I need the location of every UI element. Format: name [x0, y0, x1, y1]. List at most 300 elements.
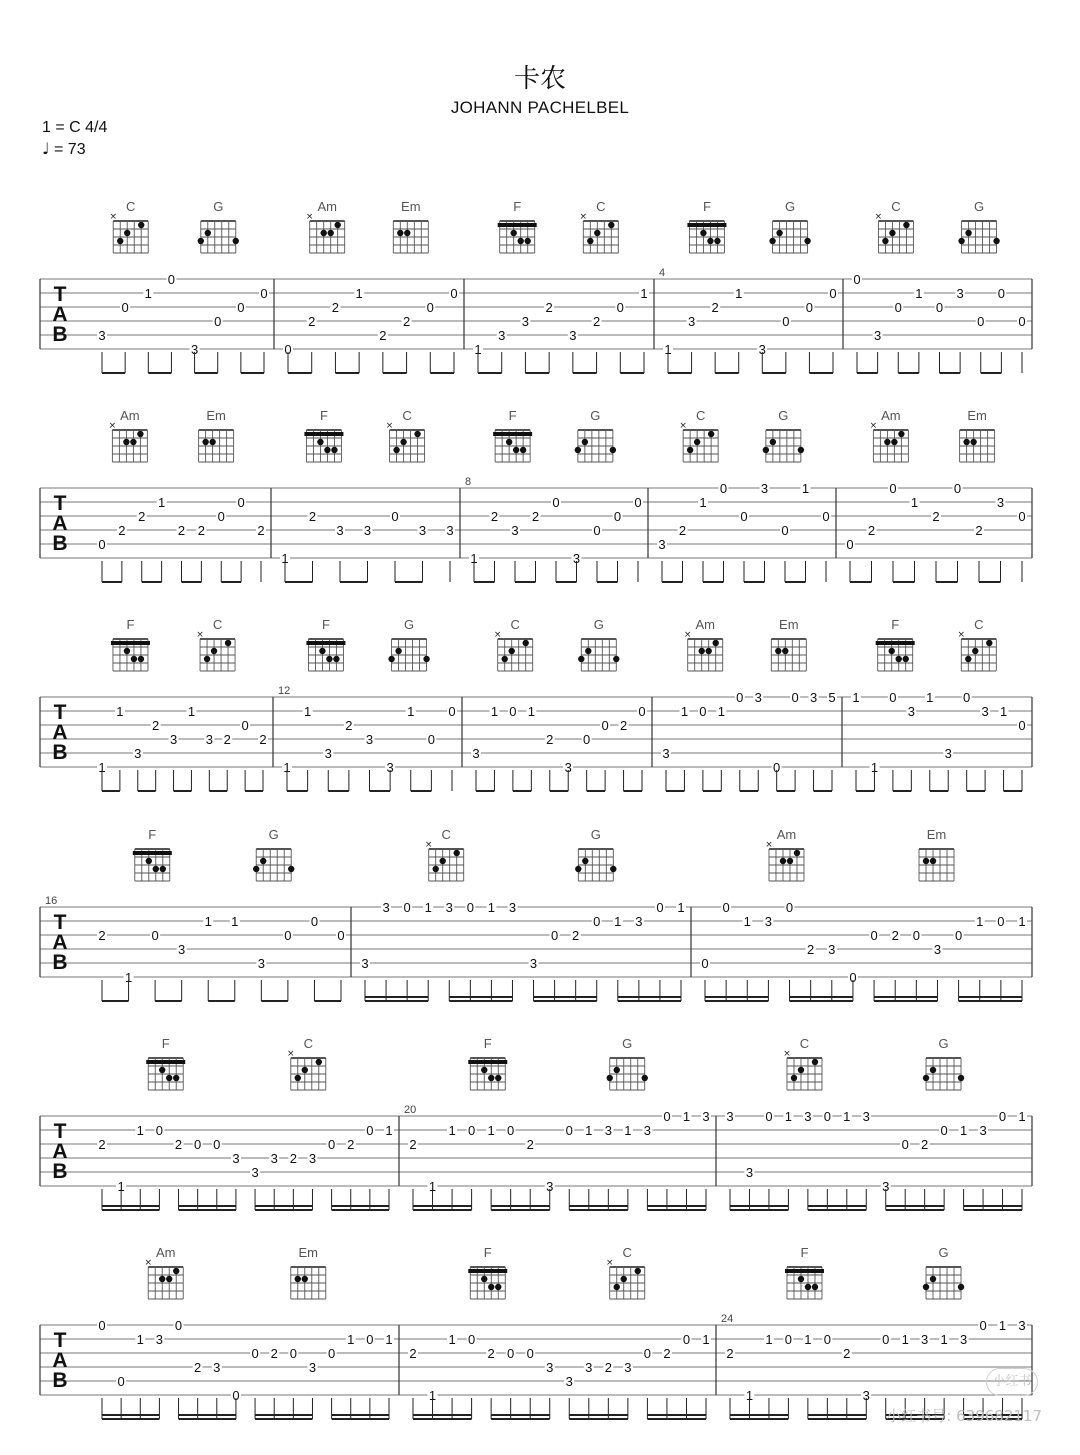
fret-number: 0 [552, 495, 560, 510]
fret-number: 2 [138, 509, 146, 524]
fret-number: 3 [386, 760, 394, 775]
fret-number: 2 [409, 1346, 417, 1361]
finger-dot-icon [812, 1284, 818, 1290]
chord-em-label: Em [926, 827, 947, 842]
fret-number: 1 [976, 914, 984, 929]
finger-dot-icon [123, 439, 129, 445]
finger-dot-icon [414, 431, 420, 437]
fret-number: 3 [565, 1374, 573, 1389]
fret-number: 1 [448, 1123, 456, 1138]
fret-number: 1 [144, 286, 152, 301]
fret-number: 0 [765, 1109, 773, 1124]
fret-number: 2 [379, 328, 387, 343]
fret-number: 1 [640, 286, 648, 301]
fret-number: 2 [678, 523, 687, 538]
finger-dot-icon [700, 230, 706, 236]
fret-number: 0 [427, 732, 435, 747]
fret-number: 0 [656, 900, 664, 915]
fret-number: 3 [190, 342, 199, 357]
tab-clef-a: A [52, 303, 68, 326]
fret-number: 0 [214, 314, 222, 329]
chord-am-label: Am [155, 1245, 176, 1260]
fret-number: 3 [418, 523, 427, 538]
finger-dot-icon [166, 1075, 172, 1081]
fret-number: 1 [784, 1109, 793, 1124]
fret-number: 3 [205, 732, 213, 747]
fret-number: 2 [402, 314, 411, 329]
fret-number: 0 [781, 523, 789, 538]
fret-number: 2 [932, 509, 940, 524]
fret-number: 2 [921, 1137, 929, 1152]
fret-number: 2 [289, 1151, 297, 1166]
finger-dot-icon [302, 1067, 308, 1073]
finger-dot-icon [253, 866, 259, 872]
finger-dot-icon [958, 1075, 964, 1081]
fret-number: 0 [719, 481, 728, 496]
fret-number: 2 [526, 1137, 534, 1152]
fret-number: 0 [583, 732, 591, 747]
finger-dot-icon [124, 230, 130, 236]
fret-number: 0 [403, 900, 411, 915]
fret-number: 3 [643, 1123, 652, 1138]
fret-number: 0 [450, 286, 458, 301]
measure-number: 24 [721, 1313, 734, 1325]
fret-number: 1 [117, 1179, 125, 1194]
fret-number: 3 [862, 1109, 870, 1124]
finger-dot-icon [798, 1067, 804, 1073]
finger-dot-icon [763, 447, 769, 453]
fret-number: 1 [624, 1123, 632, 1138]
finger-dot-icon [395, 648, 401, 654]
muted-string-icon: × [287, 1049, 295, 1059]
finger-dot-icon [518, 238, 524, 244]
fret-number: 3 [98, 328, 106, 343]
fret-number: 0 [901, 1137, 909, 1152]
finger-dot-icon [963, 439, 969, 445]
fret-number: 2 [197, 523, 205, 538]
fret-number: 2 [174, 1137, 183, 1152]
fret-number: 1 [614, 914, 622, 929]
fret-number: 1 [424, 900, 432, 915]
fret-number: 1 [474, 342, 482, 357]
finger-dot-icon [509, 648, 515, 654]
fret-number: 1 [926, 690, 934, 705]
fret-number: 3 [996, 495, 1005, 510]
fret-number: 3 [155, 1332, 164, 1347]
chord-f-label: F [319, 408, 328, 423]
finger-dot-icon [965, 230, 971, 236]
finger-dot-icon [882, 238, 888, 244]
finger-dot-icon [225, 640, 231, 646]
fret-number: 1 [116, 704, 124, 719]
muted-string-icon: × [424, 840, 433, 850]
fret-number: 0 [289, 1346, 297, 1361]
fret-number: 3 [754, 690, 762, 705]
fret-number: 0 [791, 690, 799, 705]
chord-g-label: G [590, 408, 601, 423]
fret-number: 1 [487, 900, 496, 915]
fret-number: 1 [664, 342, 672, 357]
tab-clef-t: T [53, 701, 67, 724]
chord-f-label: F [513, 199, 522, 214]
finger-dot-icon [923, 858, 929, 864]
fret-number: 2 [604, 1360, 612, 1375]
finger-dot-icon [610, 447, 616, 453]
finger-dot-icon [130, 439, 136, 445]
fret-number: 3 [874, 328, 882, 343]
finger-dot-icon [202, 439, 208, 445]
finger-dot-icon [495, 1284, 501, 1290]
chord-g-label: G [938, 1036, 949, 1051]
fret-number: 3 [726, 1109, 734, 1124]
fret-number: 2 [592, 314, 601, 329]
finger-dot-icon [585, 648, 591, 654]
fret-number: 0 [151, 928, 159, 943]
finger-dot-icon [714, 238, 720, 244]
fret-number: 3 [257, 956, 265, 971]
fret-number: 0 [953, 481, 962, 496]
fret-number: 0 [954, 928, 963, 943]
chord-g-label: G [268, 827, 279, 842]
fret-number: 2 [487, 1346, 495, 1361]
tab-clef-b: B [52, 1160, 68, 1183]
finger-dot-icon [642, 1075, 648, 1081]
fret-number: 3 [361, 956, 369, 971]
fret-number: 3 [981, 704, 989, 719]
fret-number: 3 [979, 1123, 987, 1138]
chord-f-label: F [508, 408, 517, 423]
muted-string-icon: × [679, 421, 687, 431]
fret-number: 3 [382, 900, 390, 915]
fret-number: 3 [624, 1360, 632, 1375]
fret-number: 0 [773, 760, 781, 775]
fret-number: 1 [347, 1332, 355, 1347]
finger-dot-icon [613, 656, 619, 662]
fret-number: 0 [782, 314, 790, 329]
fret-number: 2 [152, 718, 160, 733]
fret-number: 0 [565, 1123, 573, 1138]
chord-g-label: G [404, 617, 415, 632]
finger-dot-icon [930, 858, 936, 864]
fret-number: 0 [998, 1109, 1007, 1124]
finger-dot-icon [316, 1059, 322, 1065]
fret-number: 1 [680, 704, 689, 719]
fret-number: 0 [507, 1346, 515, 1361]
finger-dot-icon [204, 656, 210, 662]
fret-number: 0 [507, 1123, 515, 1138]
finger-dot-icon [209, 439, 215, 445]
finger-dot-icon [198, 238, 204, 244]
measure-number: 20 [404, 1104, 417, 1116]
finger-dot-icon [614, 1067, 620, 1073]
fret-number: 0 [912, 928, 920, 943]
finger-dot-icon [173, 1268, 179, 1274]
fret-number: 3 [585, 1360, 593, 1375]
finger-dot-icon [205, 230, 211, 236]
barre-icon [687, 223, 726, 227]
fret-number: 0 [935, 300, 944, 315]
fret-number: 1 [910, 495, 919, 510]
fret-number: 0 [634, 495, 642, 510]
fret-number: 0 [613, 509, 622, 524]
fret-number: 3 [921, 1332, 929, 1347]
barre-icon [876, 641, 915, 645]
fret-number: 0 [977, 314, 985, 329]
finger-dot-icon [317, 439, 323, 445]
tab-clef-t: T [53, 1329, 67, 1352]
finger-dot-icon [884, 439, 890, 445]
finger-dot-icon [295, 1276, 301, 1282]
fret-number: 1 [677, 900, 685, 915]
finger-dot-icon [131, 656, 137, 662]
fret-number: 3 [933, 942, 942, 957]
fret-number: 1 [852, 690, 860, 705]
finger-dot-icon [923, 1284, 929, 1290]
fret-number: 2 [572, 928, 580, 943]
fret-number: 0 [466, 900, 474, 915]
watermark-badge: 小红书 [986, 1368, 1038, 1396]
fret-number: 0 [310, 914, 319, 929]
finger-dot-icon [138, 222, 144, 228]
tab-clef-a: A [52, 1140, 68, 1163]
fret-number: 3 [308, 1151, 317, 1166]
finger-dot-icon [923, 1075, 929, 1081]
measure-number: 12 [278, 685, 291, 697]
chord-f-label: F [483, 1036, 492, 1051]
fret-number: 2 [891, 928, 899, 943]
finger-dot-icon [798, 447, 804, 453]
fret-number: 0 [448, 704, 456, 719]
fret-number: 0 [241, 718, 249, 733]
chord-em-label: Em [401, 199, 421, 214]
finger-dot-icon [776, 230, 782, 236]
fret-number: 0 [870, 928, 878, 943]
fret-number: 3 [764, 914, 773, 929]
fret-number: 0 [467, 1332, 476, 1347]
finger-dot-icon [117, 238, 123, 244]
fret-number: 0 [593, 914, 601, 929]
fret-number: 1 [136, 1123, 144, 1138]
fret-number: 0 [366, 1332, 374, 1347]
fret-number: 3 [472, 746, 480, 761]
fret-number: 3 [508, 900, 517, 915]
fret-number: 0 [701, 956, 709, 971]
song-title: 卡农 [513, 64, 566, 94]
fret-number: 1 [801, 481, 810, 496]
fret-number: 0 [98, 537, 106, 552]
chord-g-label: G [778, 408, 789, 423]
fret-number: 1 [98, 760, 106, 775]
chord-g-label: G [938, 1245, 949, 1260]
finger-dot-icon [889, 230, 895, 236]
fret-number: 2 [347, 1137, 355, 1152]
fret-number: 2 [490, 509, 499, 524]
fret-number: 3 [178, 942, 186, 957]
fret-number: 2 [619, 718, 628, 733]
finger-dot-icon [775, 648, 781, 654]
fret-number: 2 [345, 718, 353, 733]
finger-dot-icon [331, 447, 337, 453]
tab-clef-a: A [52, 721, 68, 744]
fret-number: 5 [828, 690, 836, 705]
fret-number: 3 [213, 1360, 221, 1375]
chord-em-label: Em [298, 1245, 319, 1260]
chord-f-label: F [161, 1036, 170, 1051]
fret-number: 0 [823, 1109, 831, 1124]
chord-am-label: Am [120, 408, 140, 423]
finger-dot-icon [582, 439, 588, 445]
fret-number: 3 [498, 328, 506, 343]
fret-number: 3 [662, 746, 670, 761]
fret-number: 0 [643, 1346, 652, 1361]
muted-string-icon: × [579, 212, 588, 222]
tab-clef-t: T [53, 911, 67, 934]
fret-number: 0 [426, 300, 434, 315]
fret-number: 2 [807, 942, 815, 957]
chord-f-label: F [800, 1245, 809, 1260]
fret-number: 2 [409, 1137, 417, 1152]
fret-number: 3 [635, 914, 643, 929]
fret-number: 3 [604, 1123, 612, 1138]
fret-number: 0 [284, 928, 292, 943]
finger-dot-icon [694, 439, 700, 445]
fret-number: 3 [232, 1151, 240, 1166]
finger-dot-icon [481, 1276, 487, 1282]
fret-number: 1 [490, 704, 499, 719]
fret-number: 2 [98, 928, 106, 943]
fret-number: 1 [901, 1332, 909, 1347]
finger-dot-icon [288, 866, 294, 872]
fret-number: 2 [308, 509, 317, 524]
finger-dot-icon [930, 1276, 936, 1282]
fret-number: 2 [257, 523, 265, 538]
tab-clef-b: B [52, 532, 68, 555]
fret-number: 0 [117, 1374, 125, 1389]
finger-dot-icon [903, 656, 909, 662]
fret-number: 1 [745, 1388, 754, 1403]
chord-c-label: C [891, 199, 901, 214]
finger-dot-icon [520, 447, 526, 453]
fret-number: 0 [784, 1332, 793, 1347]
fret-number: 3 [546, 1179, 554, 1194]
finger-dot-icon [970, 439, 976, 445]
fret-number: 3 [324, 746, 332, 761]
fret-number: 3 [809, 690, 818, 705]
fret-number: 2 [546, 732, 554, 747]
finger-dot-icon [621, 1276, 627, 1282]
fret-number: 1 [959, 1123, 968, 1138]
barre-icon [304, 432, 343, 436]
fret-number: 3 [758, 342, 766, 357]
finger-dot-icon [388, 656, 394, 662]
fret-number: 2 [663, 1346, 671, 1361]
fret-number: 3 [569, 328, 577, 343]
fret-number: 0 [232, 1388, 240, 1403]
chord-g-label: G [785, 199, 796, 214]
finger-dot-icon [794, 850, 800, 856]
finger-dot-icon [319, 648, 325, 654]
tab-clef-a: A [52, 1349, 68, 1372]
finger-dot-icon [769, 238, 775, 244]
finger-dot-icon [972, 648, 978, 654]
fret-number: 2 [531, 509, 540, 524]
fret-number: 0 [805, 300, 814, 315]
fret-number: 0 [889, 481, 897, 496]
muted-string-icon: × [144, 1258, 152, 1268]
measure-number: 4 [659, 267, 666, 279]
finger-dot-icon [488, 1075, 494, 1081]
fret-number: 0 [889, 690, 897, 705]
finger-dot-icon [400, 439, 406, 445]
chord-f-label: F [891, 617, 900, 632]
fret-number: 2 [331, 300, 340, 315]
tab-clef-b: B [52, 1369, 68, 1392]
finger-dot-icon [707, 238, 713, 244]
fret-number: 0 [601, 718, 609, 733]
finger-dot-icon [146, 858, 152, 864]
chord-em-label: Em [206, 408, 226, 423]
muted-string-icon: × [874, 212, 883, 222]
fret-number: 0 [882, 1332, 890, 1347]
finger-dot-icon [404, 230, 410, 236]
finger-dot-icon [699, 648, 705, 654]
chord-em-label: Em [779, 617, 799, 632]
finger-dot-icon [635, 1268, 641, 1274]
fret-number: 0 [467, 1123, 476, 1138]
fret-number: 3 [658, 537, 666, 552]
chord-f-label: F [321, 617, 330, 632]
fret-number: 0 [237, 495, 245, 510]
fret-number: 0 [699, 704, 707, 719]
fret-number: 0 [121, 300, 129, 315]
fret-number: 3 [1018, 1318, 1026, 1333]
finger-dot-icon [513, 447, 519, 453]
finger-dot-icon [138, 656, 144, 662]
finger-dot-icon [335, 222, 341, 228]
tab-clef-t: T [53, 492, 67, 515]
chord-f-label: F [148, 827, 157, 842]
fret-number: 1 [283, 760, 291, 775]
muted-string-icon: × [957, 630, 966, 640]
fret-number: 1 [717, 704, 725, 719]
watermark-text: 小红书号: 639682117 [886, 1407, 1042, 1425]
chord-c-label: C [622, 1245, 632, 1260]
finger-dot-icon [333, 656, 339, 662]
chord-c-label: C [212, 617, 223, 632]
finger-dot-icon [440, 858, 446, 864]
tempo-value: = 73 [54, 141, 86, 158]
fret-number: 1 [231, 914, 239, 929]
fret-number: 0 [155, 1123, 164, 1138]
fret-number: 3 [564, 760, 572, 775]
fret-number: 1 [843, 1109, 851, 1124]
fret-number: 3 [687, 314, 696, 329]
finger-dot-icon [896, 656, 902, 662]
tab-clef-a: A [52, 931, 68, 954]
finger-dot-icon [488, 1284, 494, 1290]
tab-clef-b: B [52, 741, 68, 764]
fret-number: 0 [509, 704, 517, 719]
muted-string-icon: × [196, 630, 204, 640]
chord-g-label: G [593, 617, 604, 632]
finger-dot-icon [575, 447, 581, 453]
finger-dot-icon [804, 238, 810, 244]
fret-number: 3 [956, 286, 964, 301]
chord-g-label: G [213, 199, 224, 214]
tab-clef-t: T [53, 1120, 67, 1143]
fret-number: 0 [251, 1346, 259, 1361]
finger-dot-icon [812, 1059, 818, 1065]
